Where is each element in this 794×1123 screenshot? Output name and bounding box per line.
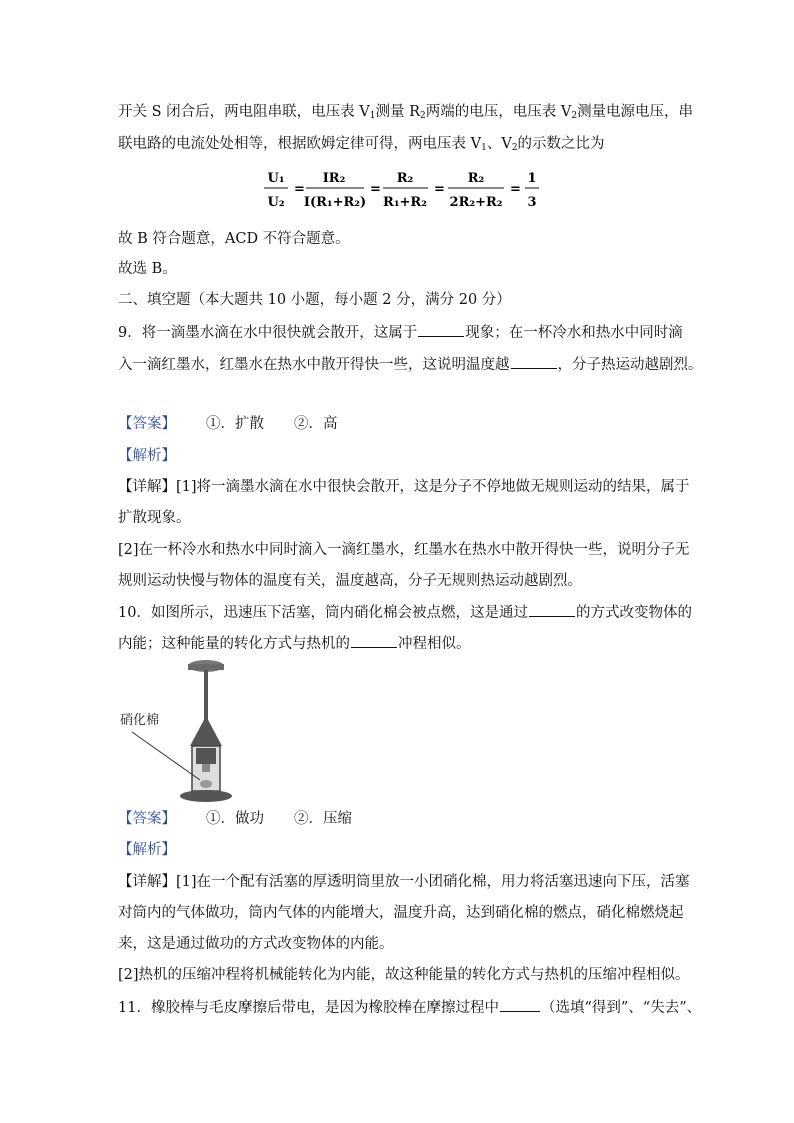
q10-detail-line1: 【详解】[1]在一个配有活塞的厚透明筒里放一小团硝化棉，用力将活塞迅速向下压，活塞 [118,874,690,890]
label-pointer [132,732,200,780]
formula-r1-r2: R₁+R₂ [383,195,427,210]
solution-line: 联电路的电流处处相等，根据欧姆定律可得，两电压表 $V_1$、$V_2$的示数之比为 [118,136,605,153]
formula-ir2: IR₂ [322,171,346,186]
answer-blank[interactable] [418,322,464,337]
q9-detail-line2: 扩散现象。 [118,510,191,526]
formula-three: 3 [527,195,537,210]
piston-cone [190,716,222,746]
figure-label-nitrocellulose: 硝化棉 [120,713,160,728]
q10-detail-line2: 对筒内的气体做功，筒内气体的内能增大，温度升高，达到硝化棉的燃点，硝化棉燃烧起 [118,905,684,921]
voltage-ratio-formula [262,164,562,214]
section-title: 二、填空题（本大题共 10 小题，每小题 2 分，满分 20 分） [118,292,511,308]
nitrocellulose-cotton [200,780,212,788]
formula-one: 1 [527,171,537,186]
svg-text:=: = [294,182,305,197]
q9-analysis-label: 【解析】 [118,448,176,464]
q9-detail-line1: 【详解】[1]将一滴墨水滴在水中很快会散开，这是分子不停地做无规则运动的结果，属于 [118,479,690,495]
solution-conclusion: 故 B 符合题意，ACD 不符合题意。 [118,231,350,247]
piston-cylinder-figure [118,656,238,806]
q9-stem-line2: 入一滴红墨水，红墨水在热水中散开得快一些，这说明温度越 ，分子热运动越剧烈。 [118,354,703,375]
formula-2r2-r2: 2R₂+R₂ [449,195,503,210]
solution-line: 开关 S 闭合后，两电阻串联，电压表 $V_1$测量 $R_2$两端的电压，电压表 $V_2$测量电源电压，串 [118,104,694,121]
q9-detail-line4: 规则运动快慢与物体的温度有关，温度越高，分子无规则热运动越剧烈。 [118,573,582,589]
formula-u1: U₁ [267,171,285,186]
answer-blank[interactable] [511,354,557,369]
formula-r2-b: R₂ [467,171,485,186]
q10-detail-line3: 来，这是通过做功的方式改变物体的内能。 [118,936,394,952]
formula-r2: R₂ [396,171,414,186]
q10-analysis-label: 【解析】 [118,842,176,858]
solution-choice: 故选 B。 [118,261,177,277]
stand-base [180,790,232,802]
q9-stem-line1: 9．将一滴墨水滴在水中很快就会散开，这属于 现象；在一杯冷水和热水中同时滴 [118,322,683,343]
answer-blank[interactable] [500,997,540,1012]
svg-text:=: = [370,182,381,197]
q9-detail-line3: [2]在一杯冷水和热水中同时滴入一滴红墨水，红墨水在热水中散开得快一些，说明分子无 [118,542,690,558]
q10-stem-line2: 内能；这种能量的转化方式与热机的 冲程相似。 [118,633,471,654]
answer-blank[interactable] [529,602,575,617]
q10-answer: 【答案】 ①．做功 ②．压缩 [118,811,352,827]
formula-i-r1-r2: I(R₁+R₂) [303,195,367,210]
q11-stem-line1: 11．橡胶棒与毛皮摩擦后带电，是因为橡胶棒在摩擦过程中 （选填“得到”、“失去”、 [118,997,701,1018]
svg-text:=: = [510,182,521,197]
q10-detail-line4: [2]热机的压缩冲程将机械能转化为内能，故这种能量的转化方式与热机的压缩冲程相似。 [118,967,690,983]
q9-answer: 【答案】 ①．扩散 ②．高 [118,416,338,432]
svg-text:=: = [434,182,445,197]
formula-u2: U₂ [267,195,285,210]
answer-blank[interactable] [351,633,397,648]
q10-stem-line1: 10．如图所示，迅速压下活塞，筒内硝化棉会被点燃，这是通过 的方式改变物体的 [118,602,692,623]
